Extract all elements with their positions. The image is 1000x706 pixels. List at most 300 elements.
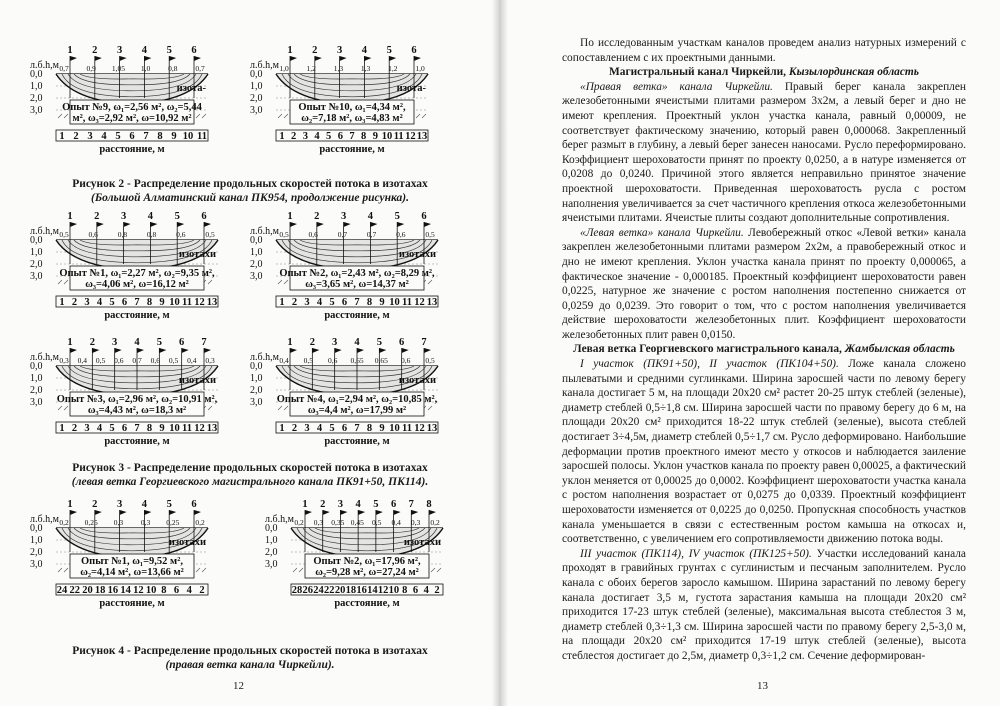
vertical-number: 7 — [421, 337, 427, 348]
isotach-label: изотахи — [403, 536, 441, 548]
vertical-number: 5 — [166, 45, 172, 56]
vertical-number: 5 — [166, 499, 172, 510]
vertical-number: 4 — [141, 499, 148, 510]
distance-tick: 2 — [73, 131, 79, 142]
surface-velocity: 0,35 — [331, 518, 345, 527]
ground-hatch — [208, 406, 212, 410]
distance-tick: 5 — [109, 297, 115, 308]
vertical-number: 2 — [92, 45, 98, 56]
vertical-flag-icon — [305, 510, 312, 515]
vertical-flag-icon — [379, 348, 386, 353]
distance-tick: 12 — [414, 297, 425, 308]
isotach-chart — [30, 336, 230, 458]
surface-velocity: 0,2 — [195, 518, 205, 527]
ground-hatch — [64, 568, 68, 572]
surface-velocity: 0,5 — [95, 356, 106, 365]
y-axis-title: л.б.h,м — [265, 514, 294, 525]
ground-hatch — [284, 406, 288, 410]
vertical-number: 3 — [337, 499, 344, 510]
distance-tick: 11 — [182, 423, 192, 434]
figure-f3 — [30, 210, 230, 338]
vertical-number: 4 — [147, 211, 154, 222]
distance-tick: 22 — [324, 585, 335, 596]
surface-velocity: 1,3 — [360, 64, 371, 73]
vertical-number: 5 — [373, 499, 379, 510]
figure-4-caption — [20, 644, 480, 672]
distance-axis-label: расстояние, м — [319, 144, 385, 155]
vertical-number: 3 — [340, 211, 347, 222]
vertical-flag-icon — [290, 56, 297, 61]
distance-tick: 16 — [356, 585, 367, 596]
distance-tick: 8 — [146, 423, 153, 434]
figure-3-caption — [20, 461, 480, 489]
figure-f5 — [30, 336, 230, 458]
experiment-line-2: ω₃=4,43 м², ω=18,3 м² — [87, 405, 187, 416]
distance-tick: 10 — [389, 423, 400, 434]
distance-tick: 14 — [120, 585, 131, 596]
distance-tick: 1 — [279, 297, 285, 308]
vertical-flag-icon — [194, 56, 201, 61]
vertical-flag-icon — [357, 348, 364, 353]
right-page-text — [562, 36, 966, 664]
surface-velocity: 0,4 — [391, 518, 401, 527]
distance-tick: 3 — [87, 131, 93, 142]
y-axis-title: л.б.h,м — [250, 226, 279, 237]
surface-velocity: 0,5 — [59, 230, 69, 239]
distance-tick: 4 — [96, 297, 103, 308]
vertical-flag-icon — [204, 222, 211, 227]
distance-tick: 13 — [206, 423, 218, 434]
surface-velocity: 0,6 — [114, 356, 124, 365]
vertical-number: 5 — [394, 211, 400, 222]
distance-tick: 7 — [354, 423, 360, 434]
distance-tick: 20 — [82, 585, 93, 596]
distance-tick: 10 — [182, 131, 194, 142]
paragraph-section-3-4 — [562, 547, 966, 664]
ground-hatch — [284, 114, 288, 118]
vertical-flag-icon — [389, 56, 396, 61]
figure-f4 — [250, 210, 450, 338]
y-axis-tick: 0,0 — [250, 69, 263, 80]
caption-title: Рисунок 4 - Распределение продольных скоростей потока в изотахах — [72, 645, 428, 657]
isotach-chart — [265, 498, 455, 626]
surface-velocity: 0,5 — [168, 356, 179, 365]
ground-hatch — [196, 114, 200, 118]
y-axis-tick: 3,0 — [250, 271, 263, 282]
y-axis-title: л.б.h,м — [30, 514, 59, 525]
distance-tick: 2 — [291, 131, 297, 142]
vertical-number: 3 — [116, 499, 123, 510]
surface-velocity: 0,6 — [396, 230, 406, 239]
vertical-flag-icon — [323, 510, 330, 515]
y-axis-tick: 2,0 — [265, 547, 278, 558]
surface-velocity: 0,5 — [205, 230, 215, 239]
vertical-flag-icon — [169, 56, 176, 61]
y-axis-tick: 3,0 — [30, 559, 43, 570]
distance-tick: 24 — [56, 585, 68, 596]
paragraph-section-1-2 — [562, 357, 966, 547]
vertical-flag-icon — [414, 56, 421, 61]
surface-velocity: 0,7 — [59, 64, 69, 73]
distance-tick: 10 — [145, 585, 157, 596]
vertical-number: 3 — [116, 45, 123, 56]
figure-f6 — [250, 336, 450, 458]
surface-velocity: 1,05 — [111, 64, 125, 73]
vertical-number: 4 — [141, 45, 148, 56]
caption-title: Рисунок 2 - Распределение продольных скоростей потока в изотахах — [72, 178, 428, 190]
surface-velocity: 0,65 — [374, 356, 388, 365]
vertical-number: 2 — [309, 337, 315, 348]
y-axis-tick: 0,0 — [30, 235, 43, 246]
y-axis-tick: 3,0 — [250, 397, 263, 408]
distance-tick: 5 — [329, 297, 335, 308]
vertical-number: 6 — [191, 45, 197, 56]
distance-tick: 8 — [146, 297, 153, 308]
experiment-line-2: ω₂=9,28 м², ω=27,24 м² — [315, 567, 419, 578]
y-axis-title: л.б.h,м — [30, 352, 59, 363]
distance-axis-label: расстояние, м — [99, 144, 165, 155]
distance-tick: 1 — [279, 423, 285, 434]
distance-tick: 10 — [381, 131, 393, 142]
paragraph-right-branch — [562, 80, 966, 226]
vertical-number: 1 — [67, 211, 73, 222]
surface-velocity: 0,65 — [350, 356, 364, 365]
figure-f1 — [30, 44, 220, 172]
vertical-flag-icon — [370, 222, 377, 227]
vertical-flag-icon — [335, 348, 342, 353]
experiment-line-2: м², ω₃=2,92 м², ω=10,92 м² — [72, 113, 192, 124]
experiment-line-1: Опыт №1, ω₁=9,52 м², — [81, 556, 183, 567]
distance-tick: 1 — [59, 297, 65, 308]
distance-tick: 7 — [354, 297, 360, 308]
caption-subtitle: (левая ветка Георгиевского магистрального канала ПК91+50, ПК114). — [71, 476, 429, 488]
vertical-flag-icon — [95, 56, 102, 61]
vertical-number: 1 — [287, 337, 293, 348]
paragraph-body: Участки исследований канала проходят в гравийных грунтах с суглинистым и песчаным заполнителем. Русло канала с обоих берегов заросло камышом. Ширина зарастаний по левому берегу канала достигает 3,5 м, густота зарастания камыша на площади 20х20 см² приходится 17-23 штук стеблей (зеленые), максимальная высота стеблестоя 3 м, диаметр стеблей 0,3÷1,3 см. Ширина заросшей части по правому берегу 2,5-3,0 м, на площади 20х20 см² приходится 17-19 штук стеблей (зеленые), высота стеблестоя достигает до 2,5м, диаметр 0,3÷1,2 см. Сечение деформирован- — [562, 547, 966, 662]
vertical-flag-icon — [137, 348, 144, 353]
distance-tick: 6 — [341, 423, 348, 434]
surface-velocity: 0,4 — [187, 356, 197, 365]
vertical-flag-icon — [290, 222, 297, 227]
isotach-label: изотахи — [168, 536, 206, 548]
y-axis-tick: 3,0 — [30, 271, 43, 282]
y-axis-tick: 0,0 — [30, 523, 43, 534]
vertical-number: 6 — [411, 45, 417, 56]
ground-hatch — [208, 280, 212, 284]
ground-hatch — [428, 280, 432, 284]
surface-velocity: 0,9 — [86, 64, 96, 73]
vertical-number: 1 — [287, 45, 293, 56]
y-axis-tick: 3,0 — [265, 559, 278, 570]
heading-region: Жамбылская область — [844, 343, 955, 356]
distance-tick: 1 — [59, 131, 65, 142]
distance-tick: 5 — [329, 423, 335, 434]
heading-text: Левая ветка Георгиевского магистрального канала, — [573, 343, 842, 356]
y-axis-tick: 2,0 — [30, 93, 43, 104]
vertical-number: 5 — [376, 337, 382, 348]
y-axis-tick: 0,0 — [30, 69, 43, 80]
vertical-flag-icon — [394, 510, 401, 515]
surface-velocity: 0,3 — [59, 356, 69, 365]
y-axis-tick: 2,0 — [250, 259, 263, 270]
distance-tick: 13 — [426, 297, 438, 308]
distance-tick: 5 — [326, 131, 332, 142]
vertical-flag-icon — [402, 348, 409, 353]
distance-axis-label: расстояние, м — [324, 310, 390, 321]
vertical-flag-icon — [397, 222, 404, 227]
ground-hatch — [431, 568, 435, 572]
distance-tick: 18 — [345, 585, 357, 596]
vertical-flag-icon — [312, 348, 319, 353]
vertical-flag-icon — [376, 510, 383, 515]
distance-tick: 9 — [159, 423, 165, 434]
surface-velocity: 0,25 — [84, 518, 98, 527]
surface-velocity: 0,4 — [279, 356, 289, 365]
distance-tick: 13 — [416, 131, 428, 142]
y-axis-tick: 0,0 — [265, 523, 278, 534]
page-number-left: 12 — [233, 680, 244, 692]
caption-subtitle: (правая ветка канала Чиркейли). — [165, 659, 335, 671]
vertical-flag-icon — [177, 222, 184, 227]
distance-tick: 12 — [194, 297, 205, 308]
ground-hatch — [64, 114, 68, 118]
distance-tick: 4 — [186, 585, 192, 596]
distance-tick: 10 — [169, 297, 180, 308]
isotach-label: изотахи — [398, 248, 436, 260]
ground-hatch — [202, 568, 206, 572]
distance-tick: 9 — [159, 297, 165, 308]
distance-tick: 6 — [121, 297, 128, 308]
distance-tick: 9 — [379, 297, 385, 308]
surface-velocity: 0,2 — [430, 518, 440, 527]
experiment-line-1: Опыт №2, ω₁=2,43 м², ω₂=8,29 м², — [279, 268, 435, 279]
ground-hatch — [58, 280, 62, 284]
vertical-flag-icon — [194, 510, 201, 515]
surface-velocity: 0,3 — [313, 518, 324, 527]
y-axis-title: л.б.h,м — [30, 60, 59, 71]
vertical-flag-icon — [95, 510, 102, 515]
distance-tick: 10 — [169, 423, 180, 434]
distance-tick: 14 — [367, 585, 378, 596]
distance-tick: 7 — [134, 423, 140, 434]
distance-axis-label: расстояние, м — [104, 436, 170, 447]
distance-tick: 8 — [361, 131, 367, 142]
distance-tick: 2 — [291, 297, 298, 308]
vertical-number: 2 — [94, 211, 100, 222]
distance-tick: 18 — [94, 585, 106, 596]
vertical-number: 6 — [399, 337, 405, 348]
surface-velocity: 1,0 — [279, 64, 289, 73]
surface-velocity: 0,6 — [150, 356, 160, 365]
y-axis-tick: 3,0 — [250, 105, 263, 116]
heading-text: Магистральный канал Чиркейли, — [609, 66, 787, 79]
vertical-number: 6 — [201, 211, 207, 222]
experiment-line-2: ω₃=4,06 м², ω=16,12 м² — [85, 279, 189, 290]
isotach-label: изотахи — [178, 248, 216, 260]
y-axis-tick: 0,0 — [250, 361, 263, 372]
vertical-number: 1 — [67, 499, 73, 510]
distance-tick: 8 — [366, 423, 373, 434]
paragraph-lead: III участок (ПК114), IV участок (ПК125+50). — [580, 547, 812, 560]
distance-tick: 8 — [402, 585, 408, 596]
vertical-flag-icon — [340, 56, 347, 61]
surface-velocity: 0,3 — [140, 518, 151, 527]
vertical-flag-icon — [97, 222, 104, 227]
surface-velocity: 0,6 — [327, 356, 338, 365]
experiment-line-1: Опыт №3, ω₁=2,96 м², ω₂=10,91 м², — [56, 394, 218, 405]
vertical-number: 7 — [408, 499, 414, 510]
distance-tick: 4 — [96, 423, 103, 434]
distance-tick: 9 — [171, 131, 177, 142]
distance-tick: 2 — [199, 585, 205, 596]
paragraph-lead: «Правая ветка» канала Чиркейли. — [580, 80, 773, 93]
distance-tick: 5 — [109, 423, 115, 434]
surface-velocity: 0,5 — [279, 230, 289, 239]
ground-hatch — [58, 568, 62, 572]
ground-hatch — [428, 406, 432, 410]
vertical-flag-icon — [182, 348, 189, 353]
distance-tick: 8 — [366, 297, 373, 308]
surface-velocity: 0,8 — [168, 64, 178, 73]
heading-region: Кызылординская область — [788, 66, 919, 79]
y-axis-tick: 0,0 — [250, 235, 263, 246]
vertical-number: 5 — [174, 211, 180, 222]
distance-tick: 6 — [341, 297, 348, 308]
vertical-flag-icon — [424, 348, 431, 353]
distance-tick: 3 — [84, 297, 90, 308]
distance-tick: 6 — [121, 423, 128, 434]
surface-velocity: 1,2 — [388, 64, 398, 73]
distance-tick: 7 — [143, 131, 149, 142]
surface-velocity: 1,0 — [415, 64, 425, 73]
surface-velocity: 0,3 — [410, 518, 421, 527]
vertical-number: 6 — [421, 211, 427, 222]
vertical-flag-icon — [204, 348, 211, 353]
ground-hatch — [422, 114, 426, 118]
y-axis-tick: 1,0 — [30, 535, 43, 546]
distance-tick: 3 — [302, 131, 308, 142]
y-axis-tick: 1,0 — [30, 373, 43, 384]
paragraph-body: Правый берег канала закреплен железобетонными ячеистыми плитами размером 3х2м, а левый берег и дно не имеют крепления. Проектный уклон участка канала, равный 0,00009, не соответствует фактическому значению, который равен 0,000068. Закрепленный берег размыт в глубину, а левый берег занесен наносами. Русло переформировано. Коэффициент шероховатости принят по проекту 0,0250, а в натуре изменяется от 0,0208 до 0,0240. Причиной этого является неправильно принятое значение проектной шероховатости. Приведенная шероховатость русла с ростом наполнения увеличивается за счет частичного крепления откоса железобетонными ячеистыми плитами. Ячеистые плиты создают дополнительные сопротивления. — [562, 80, 967, 225]
vertical-flag-icon — [70, 56, 77, 61]
paragraph-left-branch — [562, 226, 966, 343]
distance-tick: 4 — [316, 423, 323, 434]
surface-velocity: 0,6 — [88, 230, 98, 239]
vertical-number: 3 — [332, 337, 338, 348]
distance-tick: 3 — [304, 423, 310, 434]
distance-tick: 6 — [337, 131, 343, 142]
ground-hatch — [196, 568, 200, 572]
vertical-flag-icon — [290, 348, 297, 353]
vertical-number: 4 — [354, 337, 360, 348]
surface-velocity: 0,6 — [308, 230, 318, 239]
vertical-number: 1 — [287, 211, 293, 222]
vertical-number: 1 — [67, 337, 73, 348]
surface-velocity: 0,2 — [294, 518, 304, 527]
vertical-flag-icon — [317, 222, 324, 227]
ground-hatch — [416, 114, 420, 118]
distance-tick: 5 — [115, 131, 121, 142]
distance-tick: 3 — [304, 297, 310, 308]
paragraph-lead: «Левая ветка» канала Чиркейли. — [580, 226, 744, 239]
ground-hatch — [437, 568, 441, 572]
vertical-flag-icon — [358, 510, 365, 515]
y-axis-tick: 2,0 — [30, 259, 43, 270]
y-axis-tick: 3,0 — [30, 397, 43, 408]
surface-velocity: 1,0 — [140, 64, 151, 73]
distance-tick: 7 — [349, 131, 355, 142]
distance-tick: 26 — [302, 585, 314, 596]
surface-velocity: 0,8 — [117, 230, 128, 239]
figure-f2 — [250, 44, 440, 172]
ground-hatch — [299, 568, 303, 572]
distance-tick: 8 — [161, 585, 167, 596]
vertical-number: 2 — [89, 337, 95, 348]
distance-tick: 4 — [316, 297, 323, 308]
surface-velocity: 0,25 — [166, 518, 180, 527]
vertical-flag-icon — [124, 222, 131, 227]
surface-velocity: 0,8 — [146, 230, 157, 239]
experiment-line-2: ω₃=3,65 м², ω=14,37 м² — [305, 279, 409, 290]
distance-tick: 11 — [402, 423, 412, 434]
figure-2-caption — [20, 177, 480, 205]
distance-tick: 1 — [279, 131, 285, 142]
vertical-number: 6 — [191, 499, 197, 510]
surface-velocity: 1,3 — [333, 64, 344, 73]
surface-velocity: 1,2 — [306, 64, 316, 73]
surface-velocity: 0,6 — [400, 356, 411, 365]
distance-tick: 12 — [414, 423, 425, 434]
vertical-number: 4 — [134, 337, 140, 348]
vertical-number: 3 — [120, 211, 127, 222]
distance-tick: 11 — [402, 297, 412, 308]
distance-tick: 3 — [84, 423, 90, 434]
vertical-flag-icon — [144, 56, 151, 61]
y-axis-tick: 2,0 — [30, 547, 43, 558]
distance-tick: 1 — [59, 423, 65, 434]
y-axis-tick: 3,0 — [30, 105, 43, 116]
vertical-flag-icon — [424, 222, 431, 227]
distance-tick: 24 — [313, 585, 324, 596]
vertical-number: 2 — [320, 499, 326, 510]
y-axis-tick: 2,0 — [250, 385, 263, 396]
vertical-flag-icon — [70, 222, 77, 227]
distance-tick: 9 — [372, 131, 378, 142]
vertical-number: 2 — [314, 211, 320, 222]
distance-tick: 4 — [314, 131, 320, 142]
ground-hatch — [278, 114, 282, 118]
isotach-chart — [250, 210, 450, 338]
distance-tick: 11 — [182, 297, 192, 308]
surface-velocity: 0,5 — [425, 356, 435, 365]
surface-velocity: 0,5 — [372, 518, 382, 527]
ground-hatch — [202, 114, 206, 118]
experiment-line-2: ω₂=7,18 м², ω₃=4,83 м² — [301, 113, 403, 124]
y-axis-tick: 0,0 — [30, 361, 43, 372]
y-axis-tick: 1,0 — [30, 81, 43, 92]
isotach-label: изотахи — [178, 374, 216, 386]
y-axis-tick: 1,0 — [30, 247, 43, 258]
y-axis-title: л.б.h,м — [30, 226, 59, 237]
distance-tick: 22 — [69, 585, 80, 596]
vertical-flag-icon — [411, 510, 418, 515]
distance-tick: 10 — [389, 297, 400, 308]
isotach-label: изота- — [176, 82, 206, 94]
y-axis-title: л.б.h,м — [250, 60, 279, 71]
vertical-flag-icon — [340, 510, 347, 515]
surface-velocity: 0,7 — [366, 230, 377, 239]
vertical-number: 2 — [312, 45, 318, 56]
